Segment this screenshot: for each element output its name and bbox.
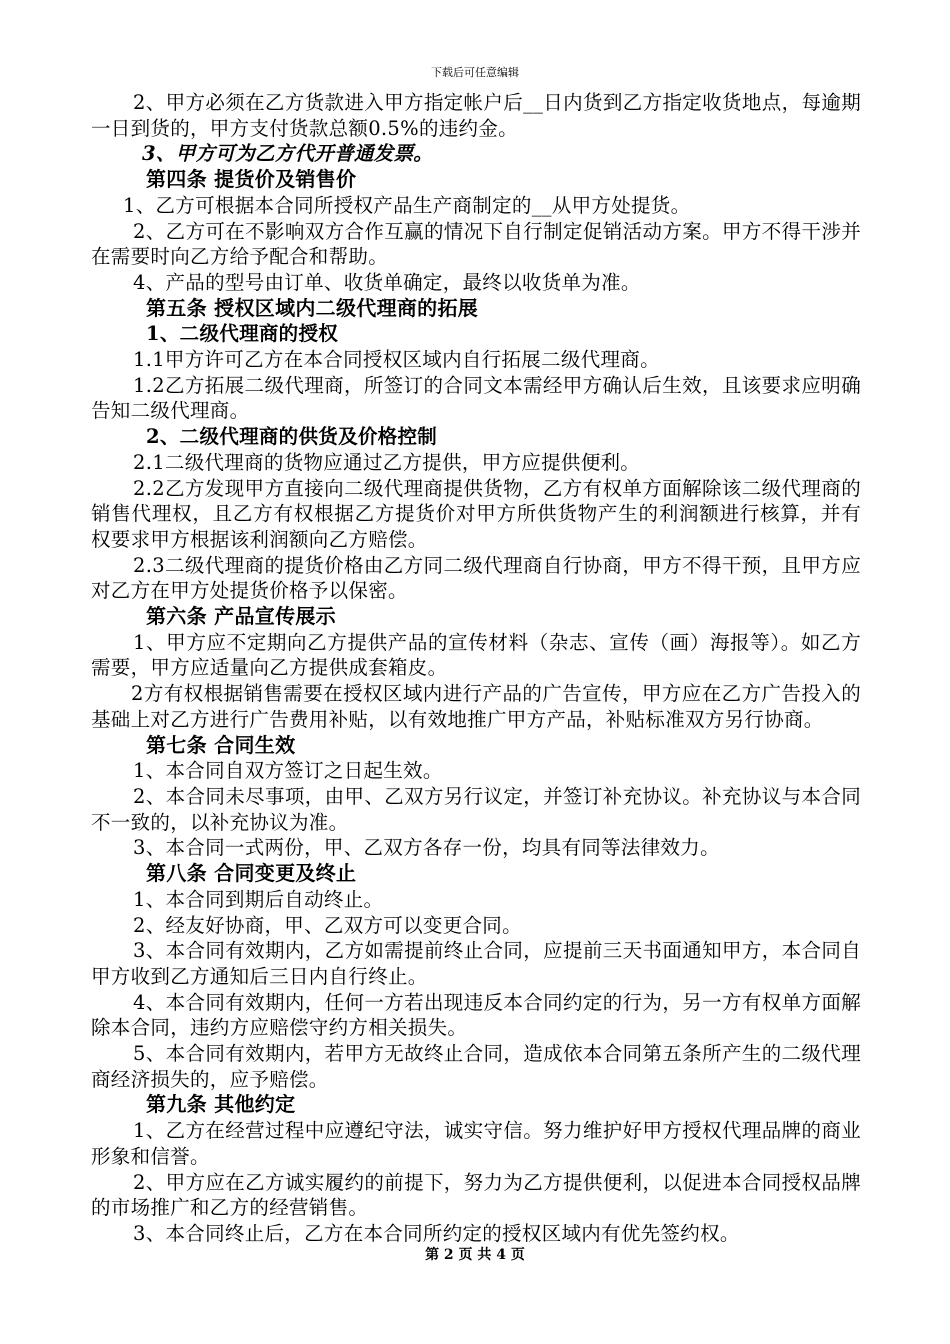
- article-8-item-5: 5、本合同有效期内，若甲方无故终止合同，造成依本合同第五条所产生的二级代理商经济损失的，应予赔偿。: [91, 1042, 861, 1091]
- article-9-item-1: 1、乙方在经营过程中应遵纪守法，诚实守信。努力维护好甲方授权代理品牌的商业形象和信誉。: [91, 1119, 861, 1168]
- page-number: 第 2 页 共 4 页: [425, 1247, 525, 1263]
- article-5-item-1-1: 1.1甲方许可乙方在本合同授权区域内自行拓展二级代理商。: [133, 348, 660, 372]
- article-8-item-1: 1、本合同到期后自动终止。: [133, 887, 384, 911]
- article-7-heading: 第七条 合同生效: [146, 732, 296, 757]
- article-5-subheading-2: 2、二级代理商的供货及价格控制: [146, 425, 438, 449]
- clause-3-item-3: 3、甲方可为乙方代开普通发票。: [142, 142, 434, 166]
- article-7-item-2: 2、本合同未尽事项，由甲、乙双方另行议定，并签订补充协议。补充协议与本合同不一致的，以补充协议为准。: [91, 784, 861, 834]
- article-9-item-3: 3、本合同终止后，乙方在本合同所约定的授权区域内有优先签约权。: [133, 1221, 740, 1245]
- article-7-item-1: 1、本合同自双方签订之日起生效。: [133, 759, 443, 783]
- article-8-item-3: 3、本合同有效期内，乙方如需提前终止合同，应提前三天书面通知甲方，本合同自甲方收到乙方通知后三日内自行终止。: [91, 939, 861, 988]
- article-6-item-1: 1、甲方应不定期向乙方提供产品的宣传材料（杂志、宣传（画）海报等）。如乙方需要，甲方应适量向乙方提供成套箱皮。: [91, 630, 861, 680]
- document-body: [91, 90, 861, 1247]
- article-4-heading: 第四条 提货价及销售价: [146, 167, 357, 192]
- article-5-subheading-1: 1、二级代理商的授权: [146, 322, 339, 346]
- article-8-heading: 第八条 合同变更及终止: [146, 861, 357, 886]
- article-9-item-2: 2、甲方应在乙方诚实履约的前提下，努力为乙方提供便利，以促进本合同授权品牌的市场推广和乙方的经营销售。: [91, 1170, 861, 1220]
- article-4-item-1: 1、乙方可根据本合同所授权产品生产商制定的__从甲方处提货。: [123, 193, 691, 217]
- article-5-item-1-2: 1.2乙方拓展二级代理商，所签订的合同文本需经甲方确认后生效，且该要求应明确告知二级代理商。: [91, 373, 861, 423]
- article-4-item-4: 4、产品的型号由订单、收货单确定，最终以收货单为准。: [133, 270, 641, 294]
- article-8-item-2: 2、经友好协商，甲、乙双方可以变更合同。: [133, 913, 522, 937]
- article-7-item-3: 3、本合同一式两份，甲、乙双方各存一份，均具有同等法律效力。: [133, 836, 720, 860]
- article-5-item-2-3: 2.3二级代理商的提货价格由乙方同二级代理商自行协商，甲方不得干预，且甲方应对乙方在甲方处提货价格予以保密。: [91, 553, 861, 603]
- page-header-note: 下载后可任意编辑: [431, 66, 519, 79]
- article-9-heading: 第九条 其他约定: [146, 1092, 296, 1117]
- article-4-item-2: 2、乙方可在不影响双方合作互赢的情况下自行制定促销活动方案。甲方不得干涉并在需要时向乙方给予配合和帮助。: [91, 219, 861, 269]
- article-5-heading: 第五条 授权区域内二级代理商的拓展: [146, 295, 479, 320]
- article-6-item-2: 2方有权根据销售需要在授权区域内进行产品的广告宣传，甲方应在乙方广告投入的基础上对乙方进行广告费用补贴，以有效地推广甲方产品，补贴标准双方另行协商。: [91, 682, 861, 731]
- article-5-item-2-2: 2.2乙方发现甲方直接向二级代理商提供货物，乙方有权单方面解除该二级代理商的销售代理权，且乙方有权根据乙方提货价对甲方所供货物产生的利润额进行核算，并有权要求甲方根据该利润额向乙方赔偿。: [91, 476, 861, 551]
- article-5-item-2-1: 2.1二级代理商的货物应通过乙方提供，甲方应提供便利。: [133, 450, 641, 474]
- article-6-heading: 第六条 产品宣传展示: [146, 604, 336, 629]
- article-8-item-4: 4、本合同有效期内，任何一方若出现违反本合同约定的行为，另一方有权单方面解除本合同，违约方应赔偿守约方相关损失。: [91, 990, 861, 1040]
- clause-3-item-2: 2、甲方必须在乙方货款进入甲方指定帐户后__日内货到乙方指定收货地点，每逾期一日到货的，甲方支付货款总额0.5%的违约金。: [91, 91, 861, 140]
